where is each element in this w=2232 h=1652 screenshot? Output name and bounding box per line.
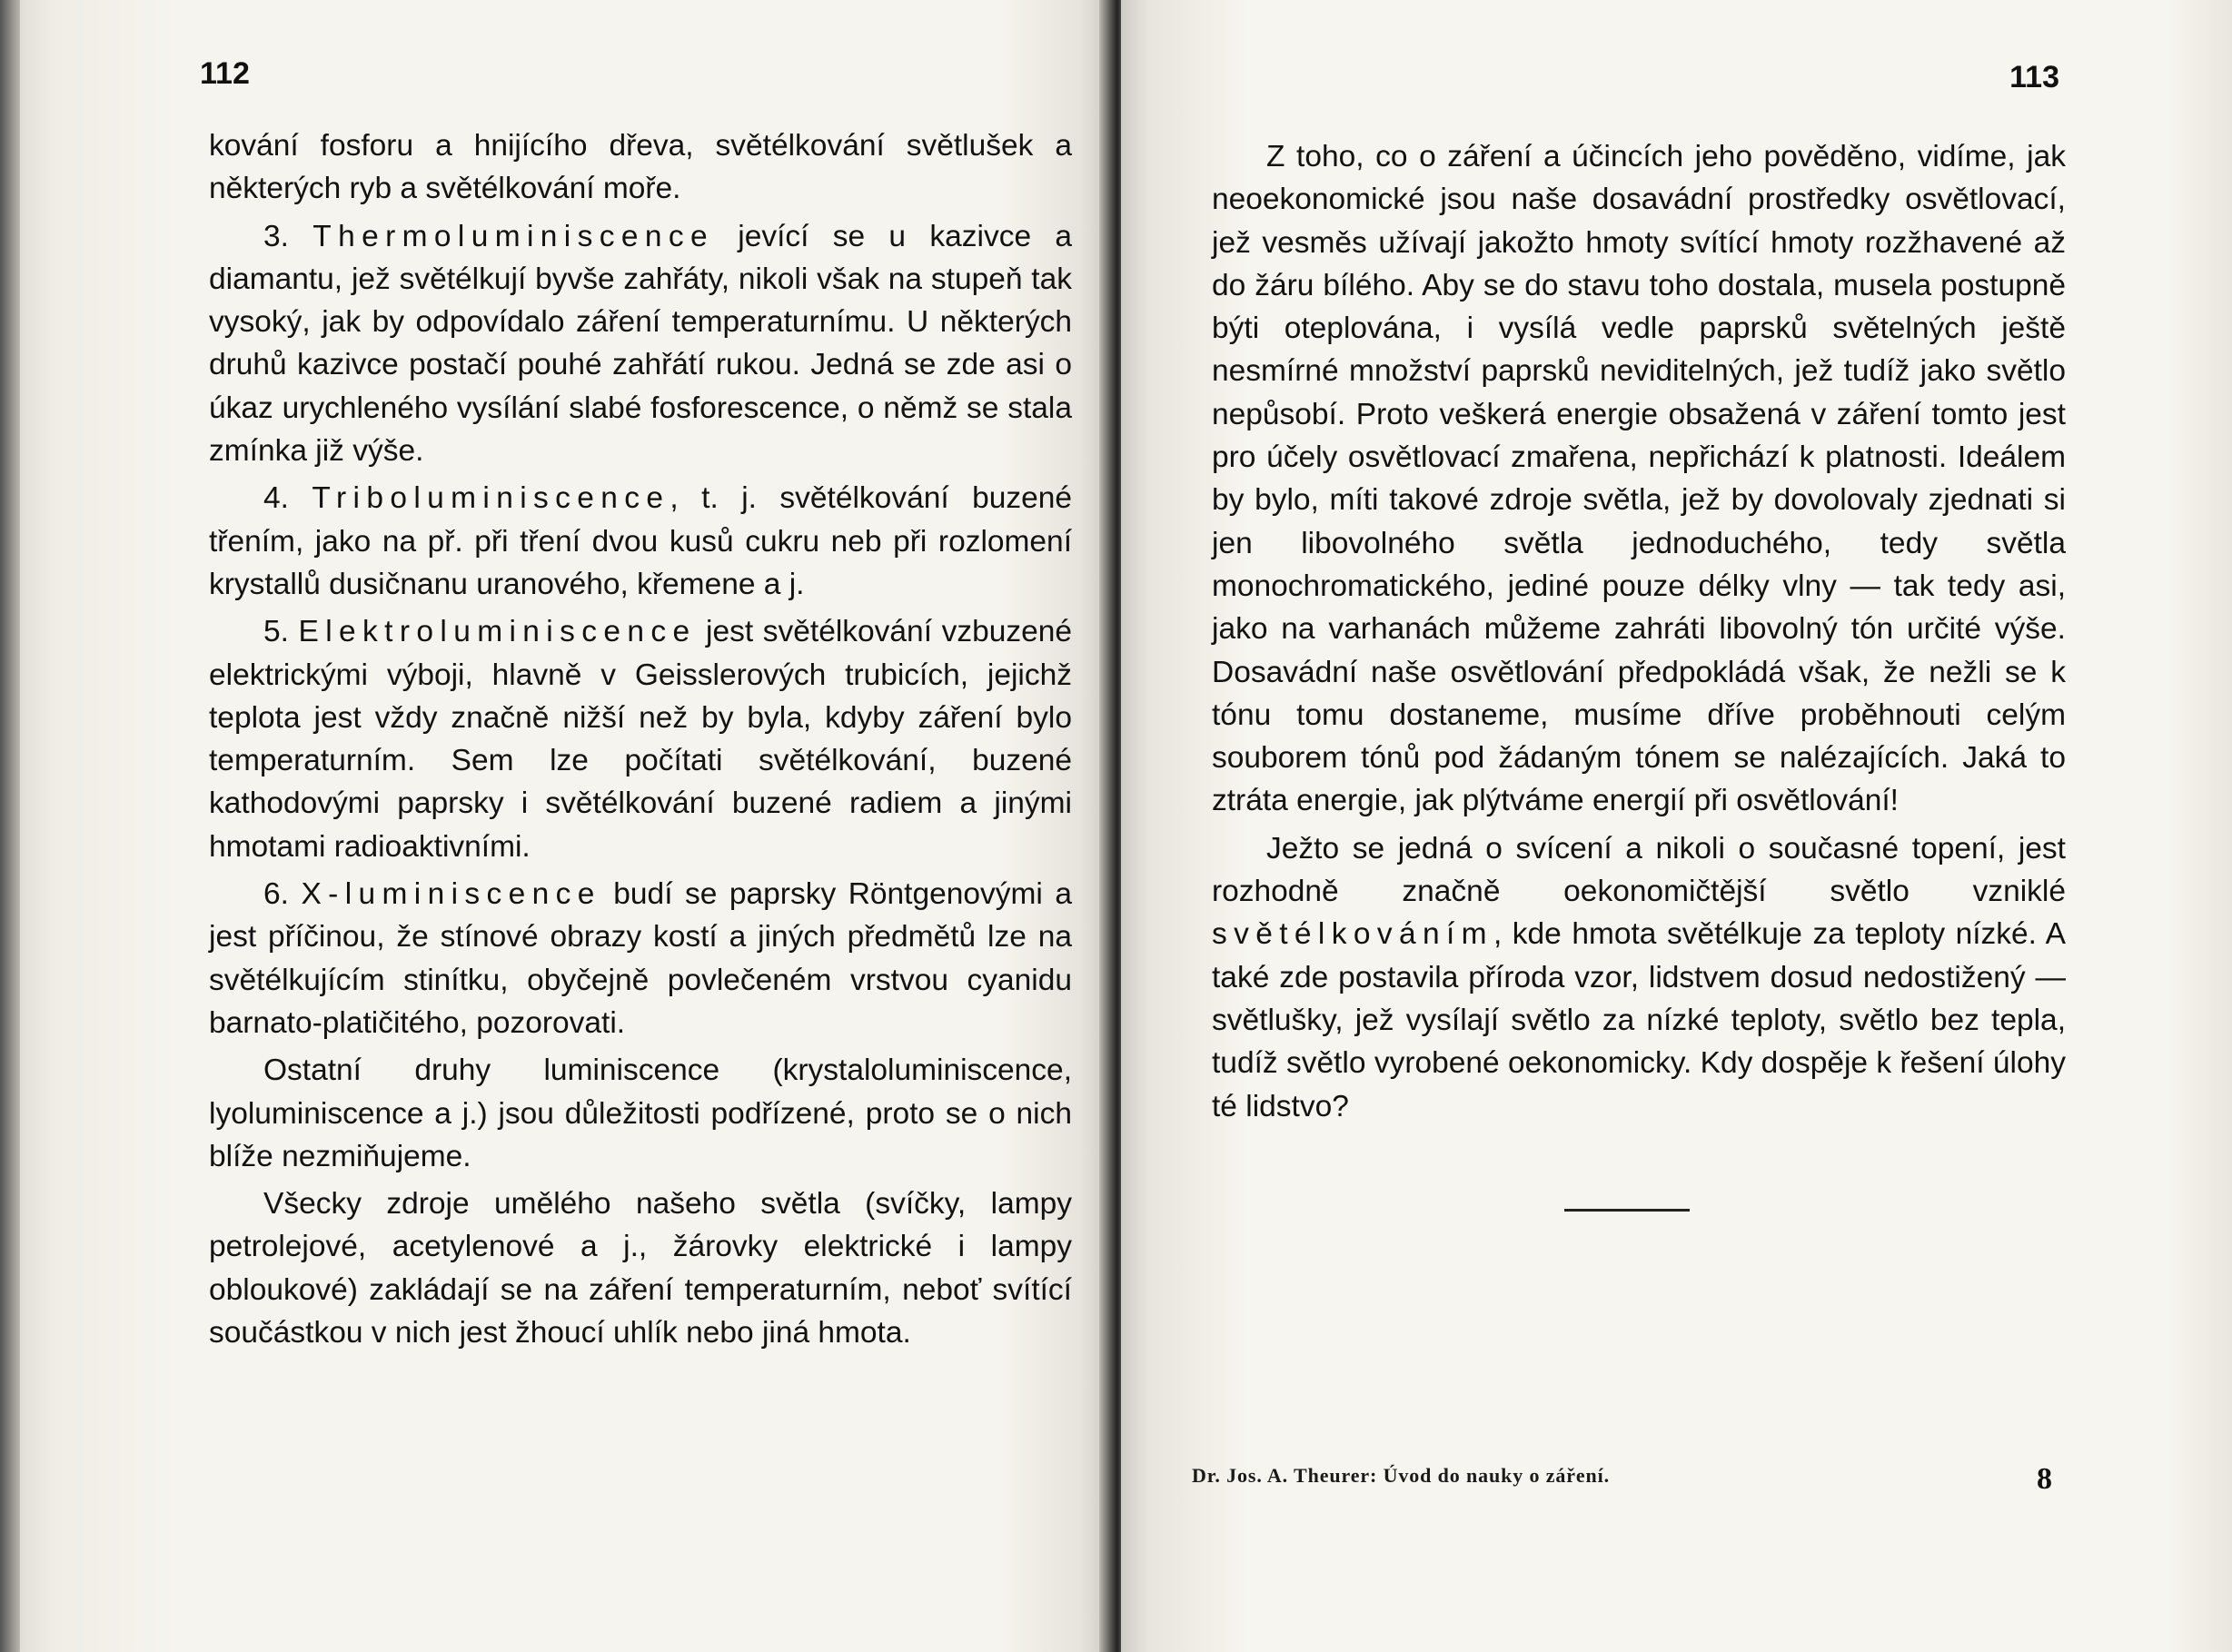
right-page-text bbox=[1212, 135, 2066, 1133]
paragraph bbox=[1212, 135, 2066, 823]
paragraph-body: jest světélkování vzbuzené elektrickými výboji, hlavně v Geisslerových trubicích, jejichž teplota jest vždy značně nižší než by byla, kdyby záření bylo temperaturním. Sem lze počítati světélkování, buzené kathodovými paprsky i světélkování buzené radiem a jinými hmotami radioaktivními. bbox=[209, 615, 1072, 864]
paragraph-body: , t. j. světélkování buzené třením, jako na př. při tření dvou kusů cukru neb při rozlomení krystallů dusičnanu uranového, křemene a j. bbox=[209, 481, 1072, 601]
paragraph bbox=[209, 1182, 1072, 1354]
left-page bbox=[0, 0, 1110, 1652]
paragraph-lead: 6. bbox=[263, 877, 302, 912]
paragraph-body: Z toho, co o záření a účincích jeho pověděno, vidíme, jak neoekonomické jsou naše dosavádní prostředky osvětlovací, jež vesměs užívají jakožto hmoty svítící hmoty rozžhavené až do žáru bílého. Aby se do stavu toho dostala, musela postupně býti oteplována, i vysílá vedle paprsků světelných ještě nesmírné množství paprsků neviditelných, jež tudíž jako světlo nepůsobí. Proto veškerá energie obsažená v záření tomto jest pro účely osvětlovací zmařena, nepřichází k platnosti. Ideálem by bylo, míti takové zdroje světla, jež by dovolovaly zjednati si jen libovolného světla jednoduchého, tedy světla monochromatického, jediné pouze délky vlny — tak tedy asi, jako na varhanách můžeme zahráti libovolný tón určité výše. Dosavádní naše osvětlování předpokládá však, že nežli se k tónu tomu dostaneme, musíme dříve proběhnouti celým souborem tónů pod žádaným tónem se nalézajících. Jaká to ztráta energie, jak plýtváme energií při osvětlování! bbox=[1212, 140, 2066, 818]
paragraph-body: budí se paprsky Röntgenovými a jest příčinou, že stínové obrazy kostí a jiných předmětů lze na světélkujícím stinítku, obyčejně povlečeném vrstvou cyanidu barnato-platičitého, pozorovati. bbox=[209, 877, 1072, 1040]
footer-citation: Dr. Jos. A. Theurer: Úvod do nauky o záření. bbox=[1192, 1464, 1611, 1487]
spaced-term: světélkováním bbox=[1212, 917, 1493, 952]
paragraph bbox=[209, 124, 1072, 211]
paragraph-body: Ostatní druhy luminiscence (krystaloluminiscence, lyoluminiscence a j.) jsou důležitosti podřízené, proto se o nich blíže nezmiňujeme. bbox=[209, 1054, 1072, 1173]
paragraph-body: kování fosforu a hnijícího dřeva, světélkování světlušek a některých ryb a světélkování moře. bbox=[209, 129, 1072, 206]
paragraph-lead: Ježto se jedná o svícení a nikoli o současné topení, jest rozhodně značně oekonomičtější světlo vzniklé bbox=[1212, 831, 2066, 909]
page-edge-shadow bbox=[0, 0, 20, 1652]
paragraph-body: , kde hmota světélkuje za teploty nízké. A také zde postavila příroda vzor, lidstvem dosud nedostižený — světlušky, jež vysílají světlo za nízké teploty, světlo bez tepla, tudíž světlo vyrobené oekonomicky. Kdy dospěje k řešení úlohy té lidstvo? bbox=[1212, 917, 2066, 1123]
paragraph bbox=[209, 1049, 1072, 1178]
left-page-text bbox=[209, 124, 1072, 1359]
spaced-term: Elektroluminiscence bbox=[298, 615, 697, 649]
paragraph-body: Všecky zdroje umělého našeho světla (svíčky, lampy petrolejové, acetylenové a j., žárovky elektrické i lampy obloukové) zakládají se na záření temperaturním, neboť svítící součástkou v nich jest žhoucí uhlík nebo jiná hmota. bbox=[209, 1187, 1072, 1350]
signature-mark: 8 bbox=[2037, 1462, 2052, 1496]
paragraph-lead: 3. bbox=[263, 219, 313, 253]
right-page bbox=[1121, 0, 2232, 1652]
paragraph-body: jevící se u kazivce a diamantu, jež světélkují byvše zahřáty, nikoli však na stupeň tak vysoký, jak by odpovídalo záření temperaturnímu. U některých druhů kazivce postačí pouhé zahřátí rukou. Jedná se zde asi o úkaz urychleného vysílání slabé fosforescence, o němž se stala zmínka již výše. bbox=[209, 219, 1073, 469]
section-separator-rule bbox=[1564, 1209, 1690, 1212]
paragraph bbox=[209, 873, 1072, 1044]
paragraph bbox=[209, 610, 1072, 868]
paragraph bbox=[1212, 827, 2066, 1128]
paragraph-lead: 4. bbox=[263, 481, 312, 516]
page-number-right: 113 bbox=[2009, 60, 2059, 94]
spaced-term: Triboluminiscence bbox=[312, 481, 670, 516]
page-number-left: 112 bbox=[200, 56, 250, 91]
paragraph bbox=[209, 477, 1072, 606]
spaced-term: X-luminiscence bbox=[301, 877, 601, 912]
spaced-term: Thermoluminiscence bbox=[312, 219, 714, 253]
paragraph bbox=[209, 215, 1072, 473]
paragraph-lead: 5. bbox=[263, 615, 299, 649]
